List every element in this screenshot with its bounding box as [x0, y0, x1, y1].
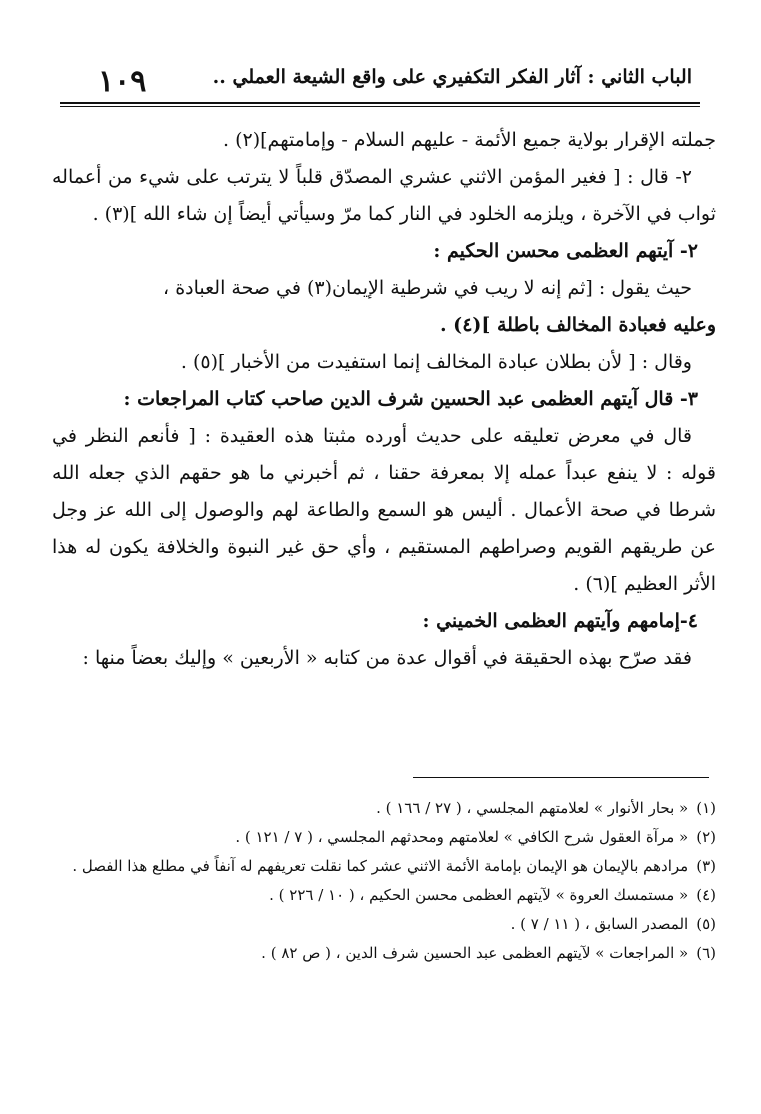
footnote [50, 910, 716, 939]
footnote [50, 794, 716, 823]
footnote-number: (٦) [696, 944, 716, 962]
main-text [52, 122, 716, 677]
footnote-number: (٣) [696, 857, 716, 875]
page-number: ١٠٩ [98, 64, 147, 99]
footnote-text: « المراجعات » لآيتهم العظمى عبد الحسين شرف الدين ، ( ص ٨٢ ) . [261, 944, 689, 962]
footnote-text: « مرآة العقول شرح الكافي » لعلامتهم ومحدثهم المجلسي ، ( ٧ / ١٢١ ) . [235, 828, 689, 846]
paragraph: ٢- قال : [ فغير المؤمن الاثني عشري المصدّق قلباً لا يترتب على شيء من أعماله ثواب في الآخرة ، ويلزمه الخلود في النار كما مرّ وسيأتي أيضاً إن شاء الله ](٣) . [52, 166, 716, 225]
section-heading: ٢- آيتهم العظمى محسن الحكيم : [433, 240, 698, 262]
section-heading: ٣- قال آيتهم العظمى عبد الحسين شرف الدين صاحب كتاب المراجعات : [123, 388, 698, 410]
footnote-number: (٢) [696, 828, 716, 846]
footnote-text: « بحار الأنوار » لعلامتهم المجلسي ، ( ٢٧ / ١٦٦ ) . [376, 799, 689, 817]
paragraph: وعليه فعبادة المخالف باطلة ](٤) . [439, 314, 716, 336]
footnotes [50, 794, 716, 968]
section-heading: ٤-إمامهم وآيتهم العظمى الخميني : [422, 610, 698, 632]
footnote-text: « مستمسك العروة » لآيتهم العظمى محسن الحكيم ، ( ١٠ / ٢٢٦ ) . [269, 886, 689, 904]
footnote-number: (٤) [696, 886, 716, 904]
paragraph: قال في معرض تعليقه على حديث أورده مثبتا هذه العقيدة : [ فأنعم النظر في قوله : لا ينفع عبداً عمله إلا بمعرفة حقنا ، ثم أخبرني ما هو حقهم الذي جعله الله شرطا في صحة الأعمال . أليس هو السمع والطاعة لهم والوصول إلى الله عز وجل عن طريقهم القويم وصراطهم المستقيم ، وأي حق غير النبوة والخلافة يكون له هذا الأثر العظيم ](٦) . [52, 425, 716, 595]
footnote [50, 881, 716, 910]
footnote-text: مرادهم بالإيمان هو الإيمان بإمامة الأئمة الاثني عشر كما نقلت تعريفهم له آنفاً في مطلع هذا الفصل . [72, 857, 689, 875]
footnote [50, 939, 716, 968]
footnote-text: المصدر السابق ، ( ١١ / ٧ ) . [510, 915, 689, 933]
paragraph: وقال : [ لأن بطلان عبادة المخالف إنما استفيدت من الأخبار ](٥) . [180, 351, 692, 373]
footnote-number: (٥) [696, 915, 716, 933]
header-rule [60, 102, 700, 104]
running-title: الباب الثاني : آثار الفكر التكفيري على واقع الشيعة العملي .. [212, 66, 692, 88]
footnote [50, 823, 716, 852]
page-header [60, 58, 700, 108]
header-rule-thin [60, 106, 700, 107]
footnote-separator [413, 777, 709, 778]
paragraph: حيث يقول : [ثم إنه لا ريب في شرطية الإيمان(٣) في صحة العبادة ، [163, 277, 692, 299]
footnote-number: (١) [696, 799, 716, 817]
paragraph: فقد صرّح بهذه الحقيقة في أقوال عدة من كتابه « الأربعين » وإليك بعضاً منها : [82, 647, 692, 669]
paragraph: جملته الإقرار بولاية جميع الأئمة - عليهم السلام - وإمامتهم](٢) . [223, 129, 716, 151]
footnote [50, 852, 716, 881]
